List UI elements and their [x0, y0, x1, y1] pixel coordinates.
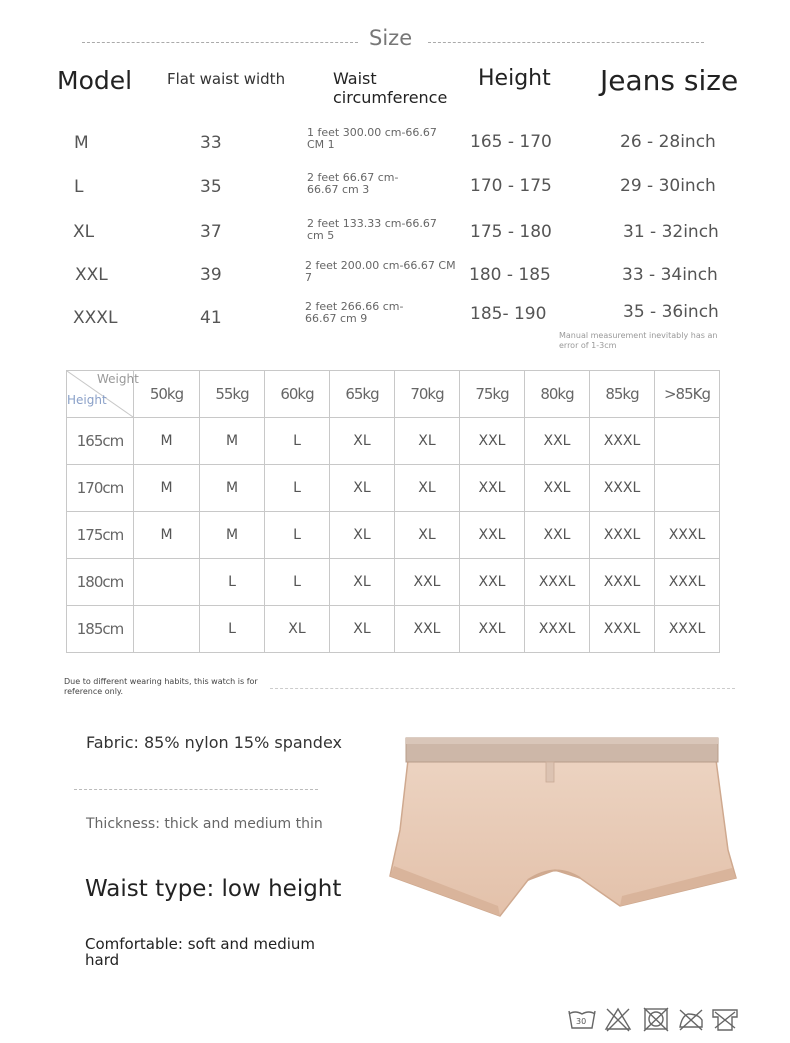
fabric-divider [74, 789, 318, 790]
size-cell: L [265, 512, 330, 559]
size-cell: XXL [395, 606, 460, 653]
model-cell: XL [73, 222, 95, 242]
flat-cell: 33 [200, 133, 222, 153]
size-cell: XXL [460, 465, 525, 512]
height-cell: 170 - 175 [470, 176, 552, 196]
size-cell: XXXL [590, 606, 655, 653]
size-cell: XXL [460, 606, 525, 653]
weight-header: >85Kg [655, 371, 720, 418]
thickness-text: Thickness: thick and medium thin [86, 816, 323, 832]
corner-weight-label: Weight [97, 372, 139, 386]
grid-note: Due to different wearing habits, this watch is for reference only. [64, 677, 258, 696]
size-cell: XL [395, 418, 460, 465]
weight-header: 65kg [330, 371, 395, 418]
grid-note-divider [270, 688, 735, 689]
size-cell: XXXL [590, 418, 655, 465]
size-cell: XL [330, 559, 395, 606]
size-cell: M [134, 418, 200, 465]
weight-header: 50kg [134, 371, 200, 418]
corner-height-label: Height [67, 393, 107, 407]
header-height: Height [478, 66, 551, 91]
product-image [380, 730, 750, 930]
height-label: 175cm [67, 512, 134, 559]
size-cell: XXXL [655, 512, 720, 559]
weight-header: 70kg [395, 371, 460, 418]
grid-header-row [67, 371, 720, 418]
height-label: 170cm [67, 465, 134, 512]
jeans-cell: 26 - 28inch [620, 132, 716, 152]
size-cell: XL [265, 606, 330, 653]
title-divider-left [82, 42, 358, 43]
size-cell: XL [395, 465, 460, 512]
grid-row-165 [67, 418, 720, 465]
size-cell: XXXL [590, 559, 655, 606]
size-cell: M [200, 418, 265, 465]
size-cell: XXL [525, 465, 590, 512]
grid-row-185 [67, 606, 720, 653]
size-cell: XL [330, 418, 395, 465]
size-cell: XXXL [525, 559, 590, 606]
size-cell [134, 606, 200, 653]
no-iron-icon [676, 1006, 706, 1036]
flat-cell: 39 [200, 265, 222, 285]
size-cell: M [200, 465, 265, 512]
size-cell: XL [395, 512, 460, 559]
height-cell: 185- 190 [470, 304, 547, 324]
comfort-text: Comfortable: soft and medium hard [85, 935, 315, 969]
jeans-cell: 29 - 30inch [620, 176, 716, 196]
size-cell: XXL [525, 418, 590, 465]
size-cell: XXL [525, 512, 590, 559]
size-cell [655, 418, 720, 465]
size-cell: L [200, 606, 265, 653]
flat-cell: 37 [200, 222, 222, 242]
height-label: 165cm [67, 418, 134, 465]
height-cell: 165 - 170 [470, 132, 552, 152]
height-cell: 180 - 185 [469, 265, 551, 285]
size-cell: XXXL [655, 559, 720, 606]
weight-header: 75kg [460, 371, 525, 418]
weight-height-grid [66, 370, 720, 653]
waist-type-text: Waist type: low height [85, 876, 342, 902]
flat-cell: 41 [200, 308, 222, 328]
model-cell: L [74, 177, 84, 197]
header-model: Model [57, 66, 133, 95]
size-cell: XXL [395, 559, 460, 606]
size-cell: XXXL [590, 465, 655, 512]
header-waist-circumference: Waist circumference [333, 69, 448, 107]
model-cell: XXL [75, 265, 108, 285]
height-cell: 175 - 180 [470, 222, 552, 242]
grid-row-170 [67, 465, 720, 512]
wash-temp-label: 30 [576, 1017, 587, 1026]
size-cell: XL [330, 512, 395, 559]
size-cell: L [265, 465, 330, 512]
size-cell: XXXL [590, 512, 655, 559]
weight-header: 80kg [525, 371, 590, 418]
size-cell: XXL [460, 512, 525, 559]
title-divider-right [428, 42, 704, 43]
jeans-cell: 31 - 32inch [623, 222, 719, 242]
weight-header: 85kg [590, 371, 655, 418]
header-jeans-size: Jeans size [600, 64, 739, 97]
no-tumble-dry-icon [642, 1006, 670, 1036]
waist-cell: 2 feet 66.67 cm-66.67 cm 3 [307, 171, 399, 196]
weight-header: 60kg [265, 371, 330, 418]
waist-cell: 2 feet 133.33 cm-66.67 cm 5 [307, 217, 437, 242]
height-label: 180cm [67, 559, 134, 606]
measurement-note: Manual measurement inevitably has an error of 1-3cm [559, 331, 718, 350]
size-cell: L [265, 559, 330, 606]
size-cell: L [200, 559, 265, 606]
fabric-text: Fabric: 85% nylon 15% spandex [86, 733, 342, 752]
size-cell: XXL [460, 559, 525, 606]
weight-header: 55kg [200, 371, 265, 418]
size-cell: XXXL [525, 606, 590, 653]
height-label: 185cm [67, 606, 134, 653]
waist-cell: 2 feet 266.66 cm-66.67 cm 9 [305, 300, 404, 325]
header-flat-waist: Flat waist width [167, 70, 286, 88]
jeans-cell: 35 - 36inch [623, 302, 719, 322]
grid-row-175 [67, 512, 720, 559]
model-cell: XXXL [73, 308, 118, 328]
wash-30-icon [566, 1006, 598, 1032]
size-cell: M [134, 512, 200, 559]
model-cell: M [74, 133, 89, 153]
jeans-cell: 33 - 34inch [622, 265, 718, 285]
waist-cell: 1 feet 300.00 cm-66.67 CM 1 [307, 126, 437, 151]
page-title: Size [369, 26, 413, 50]
size-cell: M [134, 465, 200, 512]
grid-corner-cell [67, 371, 139, 418]
size-cell: M [200, 512, 265, 559]
no-hang-dry-icon [710, 1006, 740, 1036]
size-cell: XXL [460, 418, 525, 465]
size-cell: XL [330, 465, 395, 512]
size-cell: XXXL [655, 606, 720, 653]
size-cell: L [265, 418, 330, 465]
waist-cell: 2 feet 200.00 cm-66.67 CM 7 [305, 259, 456, 284]
no-bleach-icon [604, 1006, 632, 1036]
grid-row-180 [67, 559, 720, 606]
size-cell [134, 559, 200, 606]
size-cell: XL [330, 606, 395, 653]
size-cell [655, 465, 720, 512]
flat-cell: 35 [200, 177, 222, 197]
